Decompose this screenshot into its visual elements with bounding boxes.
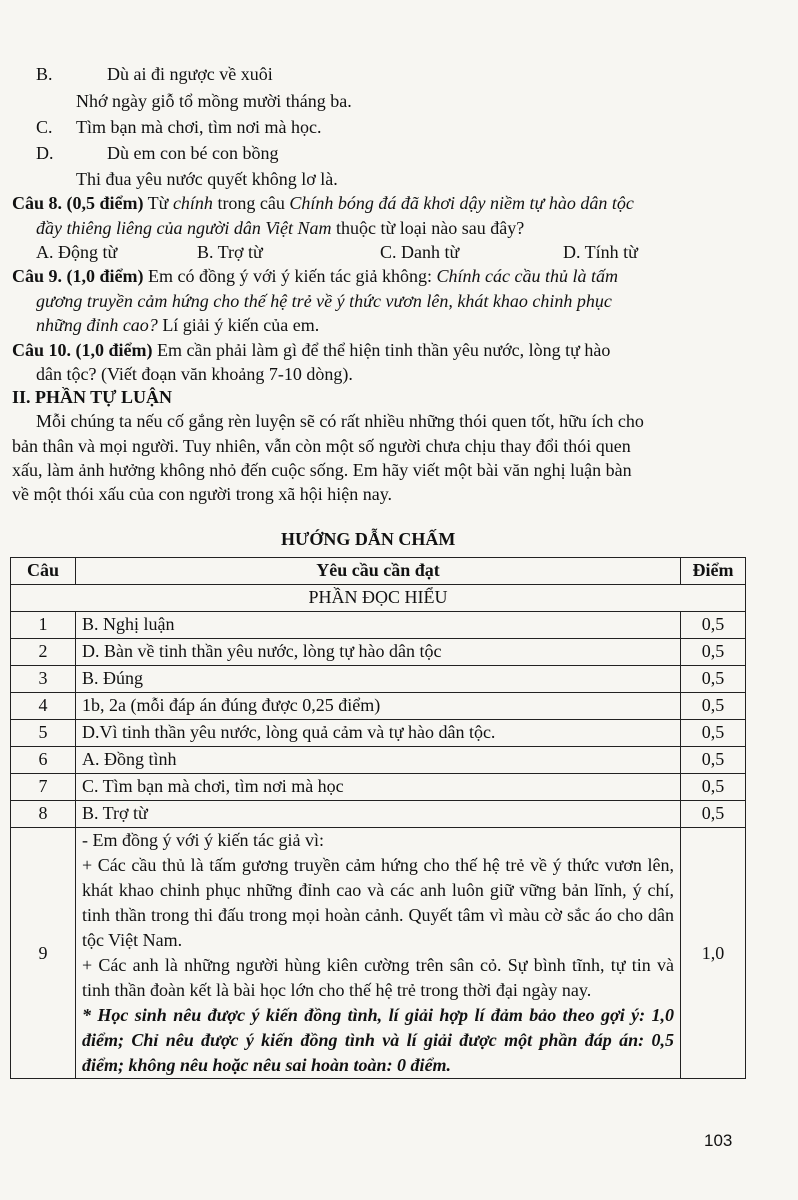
row-score: 1,0 — [681, 828, 746, 1079]
table-header-row — [11, 558, 746, 585]
row-cau: 1 — [11, 612, 76, 639]
tu-luan-line3: xấu, làm ảnh hưởng không nhỏ đến cuộc sống. Em hãy viết một bài văn nghị luận bàn — [12, 460, 632, 480]
row-cau: 2 — [11, 639, 76, 666]
cau10-text: Em cần phải làm gì để thể hiện tinh thần yêu nước, lòng tự hào — [152, 340, 611, 360]
option-d-label: D. — [36, 143, 54, 163]
cau9-label: Câu 9. (1,0 điểm) — [12, 266, 144, 286]
row-requirement: B. Trợ từ — [76, 801, 681, 828]
option-d-line2: Thi đua yêu nước quyết không lơ là. — [76, 169, 338, 189]
option-b-line1: Dù ai đi ngược về xuôi — [107, 64, 273, 84]
col-header-cau: Câu — [11, 558, 76, 585]
cau8-label: Câu 8. (0,5 điểm) — [12, 193, 144, 213]
option-b-line2: Nhớ ngày giỗ tổ mồng mười tháng ba. — [76, 91, 352, 111]
cau8-text: thuộc từ loại nào sau đây? — [331, 218, 525, 238]
cau9-quote: Chính các cầu thủ là tấm — [436, 266, 618, 286]
table-section-row — [11, 585, 746, 612]
row-cau: 8 — [11, 801, 76, 828]
guide-title: HƯỚNG DẪN CHẤM — [281, 529, 456, 549]
option-b-label: B. — [36, 64, 53, 84]
row-cau: 3 — [11, 666, 76, 693]
cau8-text: trong câu — [212, 193, 290, 213]
row-score: 0,5 — [681, 747, 746, 774]
row-requirement: D.Vì tinh thần yêu nước, lòng quả cảm và tự hào dân tộc. — [76, 720, 681, 747]
table-row-9 — [11, 828, 746, 1079]
row-cau: 4 — [11, 693, 76, 720]
grading-table — [10, 557, 746, 1079]
section-heading-tu-luan: II. PHẦN TỰ LUẬN — [12, 387, 173, 407]
row9-point2: + Các anh là những người hùng kiên cường trên sân cỏ. Sự bình tĩnh, tự tin và tinh thần đoàn kết là bài học lớn cho thế hệ trẻ trong thời đại ngày nay. — [82, 955, 674, 1000]
cau8-option-c: C. Danh từ — [380, 242, 460, 262]
cau8-quote: đầy thiêng liêng của người dân Việt Nam — [36, 218, 332, 238]
cau10-label: Câu 10. (1,0 điểm) — [12, 340, 153, 360]
cau9-line3 — [36, 313, 319, 338]
cau8-quote: Chính bóng đá đã khơi dậy niềm tự hào dân tộc — [289, 193, 634, 213]
row-requirement: B. Đúng — [76, 666, 681, 693]
table-row — [11, 774, 746, 801]
option-c-label: C. — [36, 117, 53, 137]
row-cau: 5 — [11, 720, 76, 747]
row-score: 0,5 — [681, 801, 746, 828]
row-cau: 7 — [11, 774, 76, 801]
option-c-line1: Tìm bạn mà chơi, tìm nơi mà học. — [76, 117, 322, 137]
row9-intro: - Em đồng ý với ý kiến tác giả vì: — [82, 830, 324, 850]
table-row — [11, 612, 746, 639]
row-requirement: D. Bàn về tinh thần yêu nước, lòng tự hào dân tộc — [76, 639, 681, 666]
table-row — [11, 720, 746, 747]
row9-point1: + Các cầu thủ là tấm gương truyền cảm hứng cho thế hệ trẻ về ý thức vươn lên, khát khao chinh phục những đỉnh cao và các anh luôn giữ vững bản lĩnh, ý chí, tinh thần trong thi đấu trong mọi hoàn cảnh. Quyết tâm vì màu cờ sắc áo cho dân tộc Việt Nam. — [82, 855, 674, 950]
cau10-line2: dân tộc? (Viết đoạn văn khoảng 7-10 dòng). — [36, 364, 353, 384]
cau9-line1 — [12, 264, 618, 289]
row-requirement: A. Đồng tình — [76, 747, 681, 774]
table-row — [11, 693, 746, 720]
tu-luan-line1: Mỗi chúng ta nếu cố gắng rèn luyện sẽ có rất nhiều những thói quen tốt, hữu ích cho — [36, 411, 644, 431]
cau8-line1 — [12, 191, 634, 216]
row9-grading-note: * Học sinh nêu được ý kiến đồng tình, lí giải hợp lí đảm bảo theo gợi ý: 1,0 điểm; Chỉ nêu được ý kiến đồng tình và lí giải được một phần đáp án: 0,5 điểm; không nêu hoặc nêu sai hoàn toàn: 0 điểm. — [82, 1005, 674, 1075]
cau10-line1 — [12, 338, 610, 363]
tu-luan-line2: bản thân và mọi người. Tuy nhiên, vẫn còn một số người chưa chịu thay đổi thói quen — [12, 436, 631, 456]
row-requirement — [76, 828, 681, 1079]
table-row — [11, 639, 746, 666]
row-score: 0,5 — [681, 612, 746, 639]
cau8-word: chính — [172, 193, 213, 213]
table-row — [11, 801, 746, 828]
table-row — [11, 666, 746, 693]
cau9-quote: những đỉnh cao? — [36, 315, 158, 335]
cau8-option-d: D. Tính từ — [563, 242, 638, 262]
row-cau: 6 — [11, 747, 76, 774]
row-requirement: B. Nghị luận — [76, 612, 681, 639]
row-score: 0,5 — [681, 639, 746, 666]
cau8-line2 — [36, 216, 524, 241]
section-doc-hieu: PHẦN ĐỌC HIỂU — [11, 585, 746, 612]
row-score: 0,5 — [681, 693, 746, 720]
row-score: 0,5 — [681, 774, 746, 801]
row-score: 0,5 — [681, 666, 746, 693]
page-number: 103 — [704, 1131, 733, 1150]
table-row — [11, 747, 746, 774]
row-cau: 9 — [11, 828, 76, 1079]
cau9-text: Em có đồng ý với ý kiến tác giả không: — [143, 266, 437, 286]
option-d-line1: Dù em con bé con bồng — [107, 143, 279, 163]
row-score: 0,5 — [681, 720, 746, 747]
cau8-option-a: A. Động từ — [36, 242, 118, 262]
col-header-requirement: Yêu cầu cần đạt — [76, 558, 681, 585]
tu-luan-line4: về một thói xấu của con người trong xã hội hiện nay. — [12, 484, 393, 504]
col-header-score: Điểm — [681, 558, 746, 585]
row-requirement: 1b, 2a (mỗi đáp án đúng được 0,25 điểm) — [76, 693, 681, 720]
cau8-option-b: B. Trợ từ — [197, 242, 263, 262]
cau8-text: Từ — [143, 193, 173, 213]
cau9-line2: gương truyền cảm hứng cho thế hệ trẻ về ý thức vươn lên, khát khao chinh phục — [36, 291, 612, 311]
cau9-text: Lí giải ý kiến của em. — [157, 315, 320, 335]
row-requirement: C. Tìm bạn mà chơi, tìm nơi mà học — [76, 774, 681, 801]
